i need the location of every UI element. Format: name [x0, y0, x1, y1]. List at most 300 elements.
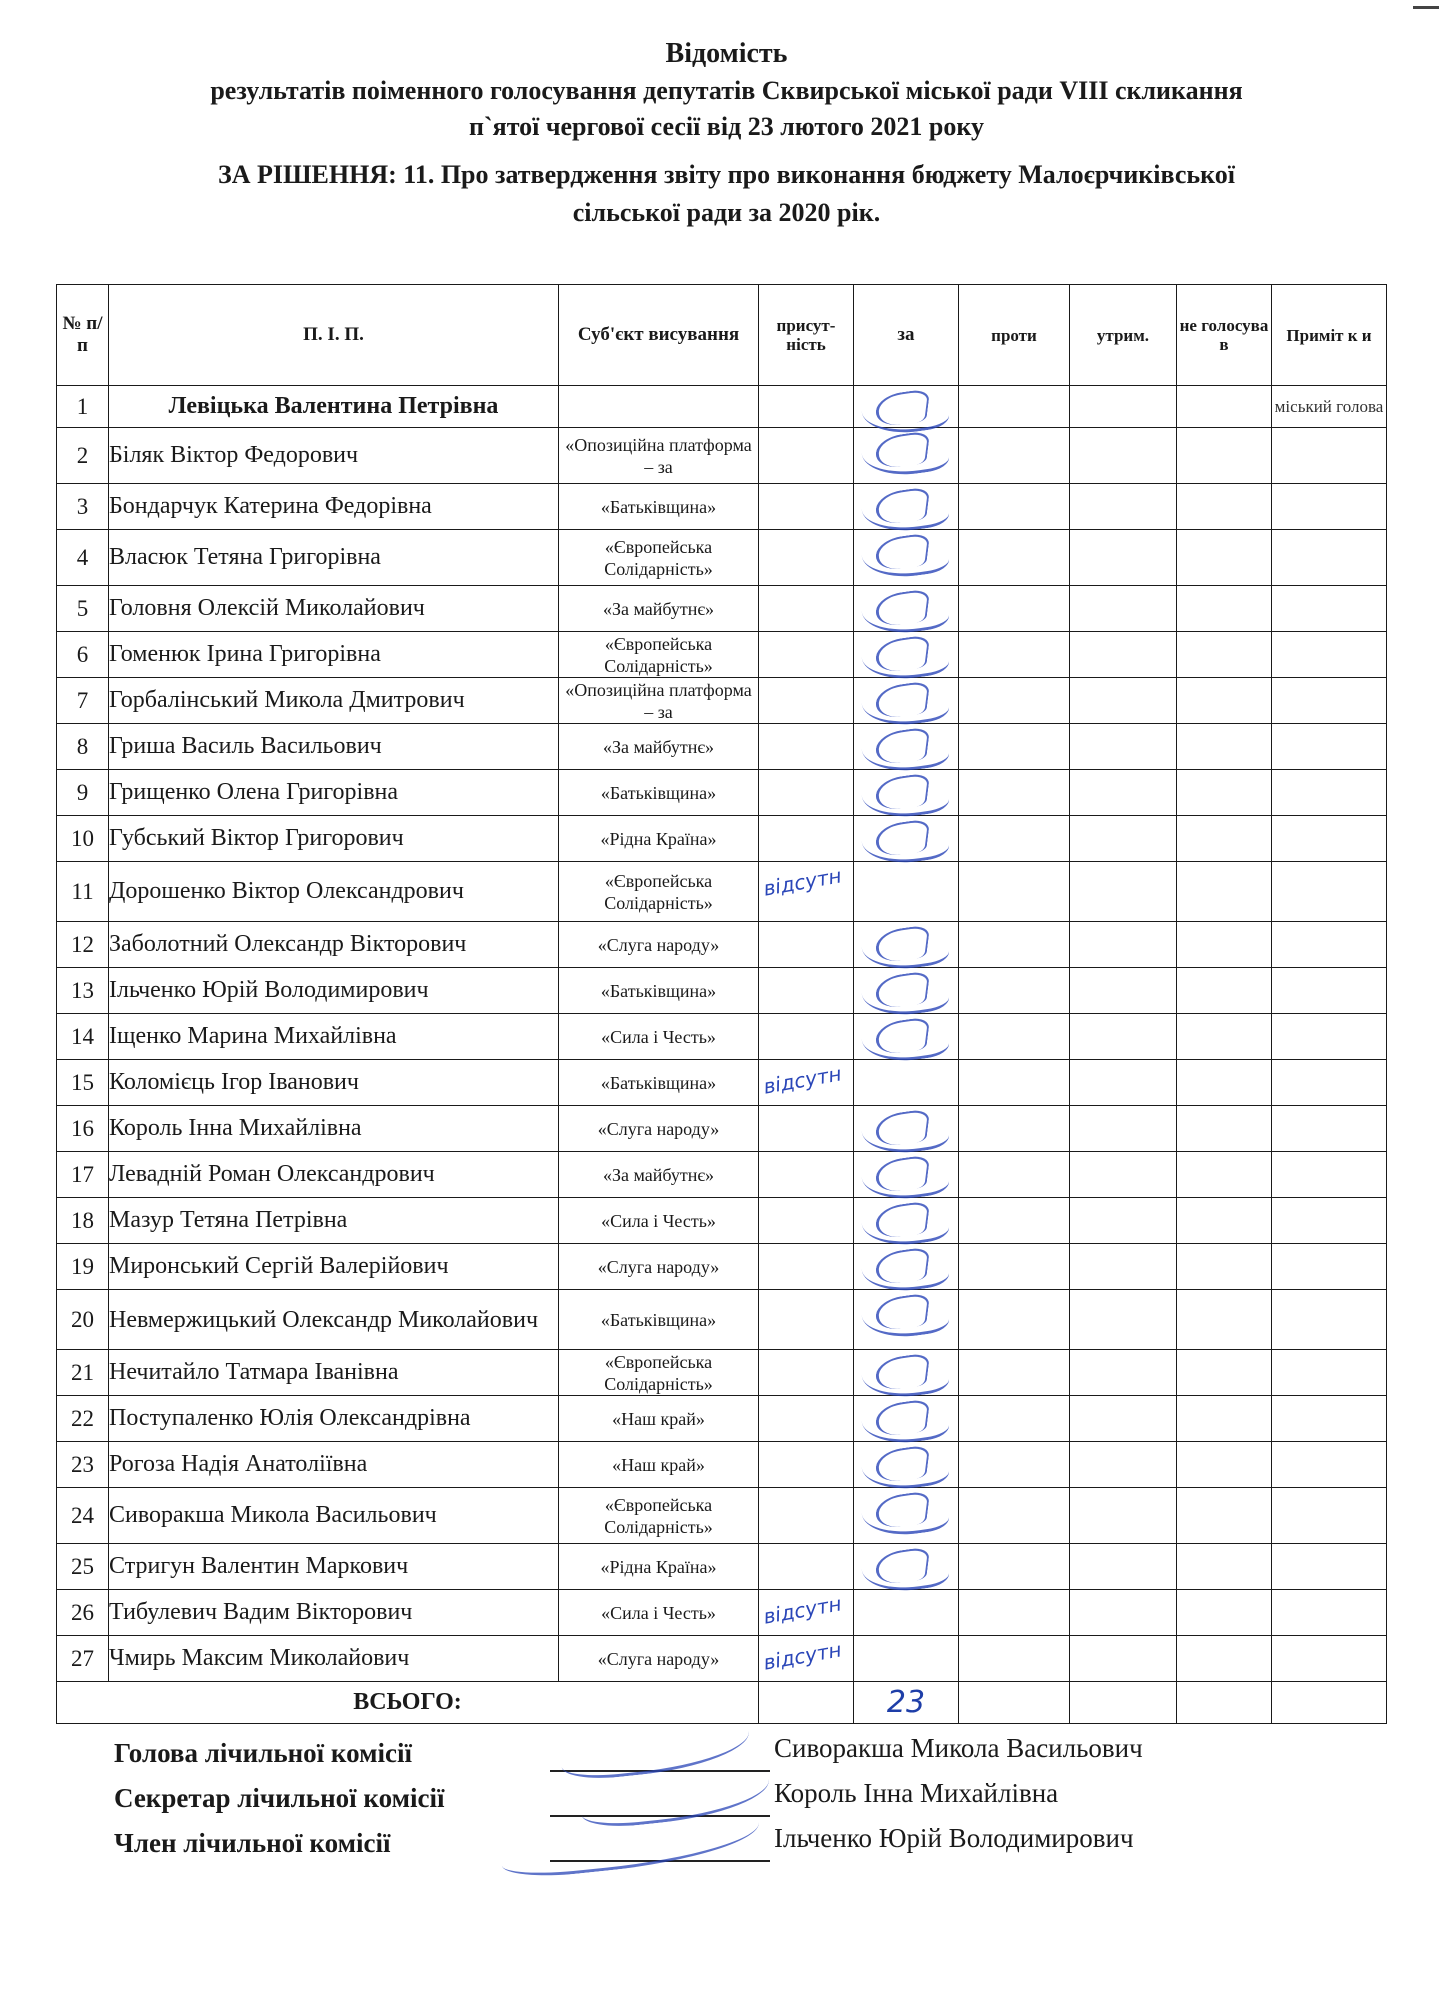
- deputy-note: [1272, 428, 1387, 484]
- vote-not-voted-cell: [1177, 678, 1272, 724]
- deputy-name: Головня Олексій Миколайович: [109, 586, 559, 632]
- row-number: 5: [57, 586, 109, 632]
- deputy-party: «Батьківщина»: [559, 484, 759, 530]
- table-row: [57, 428, 1387, 484]
- table-row: [57, 1396, 1387, 1442]
- row-number: 12: [57, 922, 109, 968]
- deputy-note: [1272, 1590, 1387, 1636]
- deputy-note: [1272, 530, 1387, 586]
- table-row: [57, 1488, 1387, 1544]
- presence-cell: [759, 1396, 854, 1442]
- absence-handwritten-mark: відсутн: [761, 1061, 844, 1099]
- vote-not-voted-cell: [1177, 1198, 1272, 1244]
- total-not-voted-cell: [1177, 1682, 1272, 1724]
- presence-cell: [759, 1590, 854, 1636]
- deputy-party: «Сила і Честь»: [559, 1014, 759, 1060]
- vote-not-voted-cell: [1177, 1636, 1272, 1682]
- vote-abstain-cell: [1070, 586, 1177, 632]
- vote-against-cell: [959, 1152, 1070, 1198]
- commission-member-label: Член лічильної комісії: [114, 1828, 391, 1858]
- deputy-party: «Батьківщина»: [559, 1290, 759, 1350]
- vote-not-voted-cell: [1177, 1244, 1272, 1290]
- presence-cell: [759, 484, 854, 530]
- vote-abstain-cell: [1070, 678, 1177, 724]
- row-number: 14: [57, 1014, 109, 1060]
- row-number: 22: [57, 1396, 109, 1442]
- vote-for-cell: [854, 816, 959, 862]
- deputy-party: «Наш край»: [559, 1442, 759, 1488]
- deputy-name: Грищенко Олена Григорівна: [109, 770, 559, 816]
- presence-cell: [759, 530, 854, 586]
- deputy-note: [1272, 484, 1387, 530]
- total-notes-cell: [1272, 1682, 1387, 1724]
- deputy-party: «Слуга народу»: [559, 1636, 759, 1682]
- deputy-name: Іщенко Марина Михайлівна: [109, 1014, 559, 1060]
- deputy-note: [1272, 1636, 1387, 1682]
- commission-member-name: Ільченко Юрій Володимирович: [774, 1823, 1134, 1853]
- vote-for-cell: [854, 1396, 959, 1442]
- commission-chair-name: Сиворакша Микола Васильович: [774, 1733, 1143, 1763]
- presence-cell: [759, 1544, 854, 1590]
- vote-abstain-cell: [1070, 1014, 1177, 1060]
- deputy-name: Біляк Віктор Федорович: [109, 428, 559, 484]
- deputy-name: Мазур Тетяна Петрівна: [109, 1198, 559, 1244]
- presence-cell: [759, 1244, 854, 1290]
- vote-abstain-cell: [1070, 1152, 1177, 1198]
- table-row: [57, 386, 1387, 428]
- table-row: [57, 1244, 1387, 1290]
- row-number: 25: [57, 1544, 109, 1590]
- deputy-note: [1272, 632, 1387, 678]
- table-row: [57, 1350, 1387, 1396]
- table-row: [57, 586, 1387, 632]
- absence-handwritten-mark: відсутн: [761, 863, 844, 901]
- vote-abstain-cell: [1070, 1396, 1177, 1442]
- vote-signature: [859, 1288, 950, 1343]
- row-number: 9: [57, 770, 109, 816]
- table-row: [57, 1106, 1387, 1152]
- row-number: 3: [57, 484, 109, 530]
- vote-not-voted-cell: [1177, 1488, 1272, 1544]
- vote-signature: [859, 528, 950, 583]
- presence-cell: [759, 1290, 854, 1350]
- table-row: [57, 632, 1387, 678]
- table-row: [57, 968, 1387, 1014]
- deputy-note: [1272, 1488, 1387, 1544]
- commission-chair-label: Голова лічильної комісії: [114, 1738, 412, 1768]
- row-number: 13: [57, 968, 109, 1014]
- deputy-note: [1272, 1014, 1387, 1060]
- table-row: [57, 678, 1387, 724]
- deputy-party: «Сила і Честь»: [559, 1198, 759, 1244]
- vote-abstain-cell: [1070, 862, 1177, 922]
- deputy-party: «За майбутнє»: [559, 724, 759, 770]
- deputy-name: Ільченко Юрій Володимирович: [109, 968, 559, 1014]
- vote-not-voted-cell: [1177, 1290, 1272, 1350]
- table-row: [57, 530, 1387, 586]
- vote-for-cell: [854, 1244, 959, 1290]
- table-row: [57, 1442, 1387, 1488]
- vote-abstain-cell: [1070, 922, 1177, 968]
- vote-for-cell: [854, 484, 959, 530]
- deputy-note: [1272, 1198, 1387, 1244]
- deputy-note: [1272, 968, 1387, 1014]
- vote-for-cell: [854, 1106, 959, 1152]
- deputy-party: [559, 386, 759, 428]
- vote-abstain-cell: [1070, 816, 1177, 862]
- deputy-party: «Слуга народу»: [559, 1106, 759, 1152]
- deputy-party: «Батьківщина»: [559, 1060, 759, 1106]
- absence-handwritten-mark: відсутн: [761, 1591, 844, 1629]
- row-number: 6: [57, 632, 109, 678]
- deputy-note: [1272, 678, 1387, 724]
- table-row: [57, 922, 1387, 968]
- deputy-name: Нечитайло Татмара Іванівна: [109, 1350, 559, 1396]
- presence-cell: [759, 922, 854, 968]
- deputy-note: [1272, 1442, 1387, 1488]
- table-row: [57, 724, 1387, 770]
- vote-abstain-cell: [1070, 1488, 1177, 1544]
- vote-abstain-cell: [1070, 724, 1177, 770]
- deputy-name: Чмирь Максим Миколайович: [109, 1636, 559, 1682]
- vote-against-cell: [959, 632, 1070, 678]
- vote-not-voted-cell: [1177, 968, 1272, 1014]
- vote-against-cell: [959, 1488, 1070, 1544]
- deputy-name: Власюк Тетяна Григорівна: [109, 530, 559, 586]
- col-header-for: за: [854, 285, 959, 386]
- vote-against-cell: [959, 922, 1070, 968]
- deputy-party: «Слуга народу»: [559, 1244, 759, 1290]
- deputy-note: міський голова: [1272, 386, 1387, 428]
- vote-not-voted-cell: [1177, 724, 1272, 770]
- vote-against-cell: [959, 386, 1070, 428]
- vote-abstain-cell: [1070, 1290, 1177, 1350]
- deputy-name: Поступаленко Юлія Олександрівна: [109, 1396, 559, 1442]
- vote-against-cell: [959, 1590, 1070, 1636]
- commission-secretary-name: Король Інна Михайлівна: [774, 1778, 1059, 1808]
- vote-abstain-cell: [1070, 1544, 1177, 1590]
- deputy-party: «Рідна Країна»: [559, 816, 759, 862]
- row-number: 24: [57, 1488, 109, 1544]
- vote-not-voted-cell: [1177, 1442, 1272, 1488]
- presence-cell: [759, 1350, 854, 1396]
- total-for-value: 23: [854, 1682, 959, 1724]
- col-header-against: проти: [959, 285, 1070, 386]
- row-number: 4: [57, 530, 109, 586]
- row-number: 27: [57, 1636, 109, 1682]
- absence-handwritten-mark: відсутн: [761, 1637, 844, 1675]
- deputy-name: Стригун Валентин Маркович: [109, 1544, 559, 1590]
- vote-against-cell: [959, 1244, 1070, 1290]
- vote-for-cell: [854, 386, 959, 428]
- deputy-note: [1272, 816, 1387, 862]
- row-number: 15: [57, 1060, 109, 1106]
- row-number: 8: [57, 724, 109, 770]
- row-number: 18: [57, 1198, 109, 1244]
- presence-cell: [759, 968, 854, 1014]
- vote-for-cell: [854, 1350, 959, 1396]
- commission-secretary-label: Секретар лічильної комісії: [114, 1783, 445, 1813]
- presence-cell: [759, 1060, 854, 1106]
- presence-cell: [759, 1106, 854, 1152]
- deputy-party: «Європейська Солідарність»: [559, 632, 759, 678]
- vote-for-cell: [854, 1544, 959, 1590]
- deputy-name: Сиворакша Микола Васильович: [109, 1488, 559, 1544]
- vote-signature: [859, 1486, 950, 1541]
- deputy-name: Коломієць Ігор Іванович: [109, 1060, 559, 1106]
- vote-not-voted-cell: [1177, 1350, 1272, 1396]
- vote-against-cell: [959, 862, 1070, 922]
- table-row: [57, 1060, 1387, 1106]
- vote-against-cell: [959, 678, 1070, 724]
- decision-title-line-2: сільської ради за 2020 рік.: [572, 198, 881, 227]
- total-against-cell: [959, 1682, 1070, 1724]
- row-number: 19: [57, 1244, 109, 1290]
- vote-for-cell: [854, 1014, 959, 1060]
- deputy-party: «За майбутнє»: [559, 586, 759, 632]
- presence-cell: [759, 678, 854, 724]
- deputy-note: [1272, 1396, 1387, 1442]
- vote-not-voted-cell: [1177, 922, 1272, 968]
- vote-abstain-cell: [1070, 968, 1177, 1014]
- vote-against-cell: [959, 1350, 1070, 1396]
- vote-not-voted-cell: [1177, 428, 1272, 484]
- presence-cell: [759, 770, 854, 816]
- deputy-name: Гриша Василь Васильович: [109, 724, 559, 770]
- presence-cell: [759, 1636, 854, 1682]
- presence-cell: [759, 1198, 854, 1244]
- row-number: 23: [57, 1442, 109, 1488]
- vote-table: [56, 284, 1387, 1724]
- vote-against-cell: [959, 1290, 1070, 1350]
- presence-cell: [759, 386, 854, 428]
- vote-against-cell: [959, 1636, 1070, 1682]
- deputy-party: «Європейська Солідарність»: [559, 862, 759, 922]
- document-title: Відомість: [665, 38, 788, 69]
- vote-abstain-cell: [1070, 770, 1177, 816]
- deputy-name: Губський Віктор Григорович: [109, 816, 559, 862]
- vote-for-cell: [854, 1590, 959, 1636]
- presence-cell: [759, 1442, 854, 1488]
- deputy-party: «Рідна Країна»: [559, 1544, 759, 1590]
- vote-abstain-cell: [1070, 1106, 1177, 1152]
- table-row: [57, 1544, 1387, 1590]
- presence-cell: [759, 862, 854, 922]
- col-header-notes: Приміт к и: [1272, 285, 1387, 386]
- vote-against-cell: [959, 1198, 1070, 1244]
- vote-for-cell: [854, 1636, 959, 1682]
- presence-cell: [759, 586, 854, 632]
- presence-cell: [759, 1488, 854, 1544]
- vote-against-cell: [959, 1014, 1070, 1060]
- deputy-name: Заболотний Олександр Вікторович: [109, 922, 559, 968]
- vote-against-cell: [959, 816, 1070, 862]
- vote-against-cell: [959, 770, 1070, 816]
- vote-for-cell: [854, 862, 959, 922]
- total-abstain-cell: [1070, 1682, 1177, 1724]
- deputy-note: [1272, 1290, 1387, 1350]
- table-row: [57, 862, 1387, 922]
- vote-not-voted-cell: [1177, 484, 1272, 530]
- total-present-cell: [759, 1682, 854, 1724]
- deputy-name: Дорошенко Віктор Олександрович: [109, 862, 559, 922]
- table-row: [57, 770, 1387, 816]
- vote-against-cell: [959, 586, 1070, 632]
- row-number: 20: [57, 1290, 109, 1350]
- vote-for-cell: [854, 1442, 959, 1488]
- deputy-name: Невмержицький Олександр Миколайович: [109, 1290, 559, 1350]
- row-number: 21: [57, 1350, 109, 1396]
- vote-against-cell: [959, 1060, 1070, 1106]
- vote-not-voted-cell: [1177, 1590, 1272, 1636]
- vote-for-cell: [854, 1152, 959, 1198]
- presence-cell: [759, 428, 854, 484]
- deputy-party: «Батьківщина»: [559, 968, 759, 1014]
- row-number: 17: [57, 1152, 109, 1198]
- vote-not-voted-cell: [1177, 1152, 1272, 1198]
- vote-not-voted-cell: [1177, 530, 1272, 586]
- table-header-row: [57, 285, 1387, 386]
- deputy-note: [1272, 1106, 1387, 1152]
- deputy-name: Горбалінський Микола Дмитрович: [109, 678, 559, 724]
- vote-for-cell: [854, 1060, 959, 1106]
- vote-for-cell: [854, 1488, 959, 1544]
- deputy-party: «Європейська Солідарність»: [559, 530, 759, 586]
- col-header-abstain: утрим.: [1070, 285, 1177, 386]
- deputy-name: Левадній Роман Олександрович: [109, 1152, 559, 1198]
- deputy-party: «Європейська Солідарність»: [559, 1350, 759, 1396]
- row-number: 7: [57, 678, 109, 724]
- presence-cell: [759, 1152, 854, 1198]
- vote-for-cell: [854, 632, 959, 678]
- row-number: 16: [57, 1106, 109, 1152]
- vote-not-voted-cell: [1177, 1106, 1272, 1152]
- vote-abstain-cell: [1070, 632, 1177, 678]
- vote-not-voted-cell: [1177, 1544, 1272, 1590]
- deputy-party: «Європейська Солідарність»: [559, 1488, 759, 1544]
- vote-not-voted-cell: [1177, 770, 1272, 816]
- vote-abstain-cell: [1070, 530, 1177, 586]
- deputy-note: [1272, 586, 1387, 632]
- row-number: 2: [57, 428, 109, 484]
- presence-cell: [759, 632, 854, 678]
- deputy-note: [1272, 1350, 1387, 1396]
- deputy-note: [1272, 770, 1387, 816]
- vote-abstain-cell: [1070, 484, 1177, 530]
- deputy-name: Рогоза Надія Анатоліївна: [109, 1442, 559, 1488]
- vote-abstain-cell: [1070, 428, 1177, 484]
- deputy-party: «Слуга народу»: [559, 922, 759, 968]
- row-number: 26: [57, 1590, 109, 1636]
- total-label: ВСЬОГО:: [57, 1682, 759, 1724]
- table-row: [57, 1014, 1387, 1060]
- deputy-name: Левіцька Валентина Петрівна: [109, 386, 559, 428]
- deputy-name: Гоменюк Ірина Григорівна: [109, 632, 559, 678]
- vote-against-cell: [959, 1442, 1070, 1488]
- vote-abstain-cell: [1070, 1244, 1177, 1290]
- deputy-note: [1272, 1244, 1387, 1290]
- deputy-note: [1272, 724, 1387, 770]
- deputy-note: [1272, 1152, 1387, 1198]
- vote-for-cell: [854, 922, 959, 968]
- presence-cell: [759, 816, 854, 862]
- vote-abstain-cell: [1070, 1198, 1177, 1244]
- vote-against-cell: [959, 1396, 1070, 1442]
- col-header-name: П. І. П.: [109, 285, 559, 386]
- table-row: [57, 816, 1387, 862]
- vote-for-cell: [854, 724, 959, 770]
- col-header-party: Суб'єкт висування: [559, 285, 759, 386]
- vote-for-cell: [854, 530, 959, 586]
- vote-not-voted-cell: [1177, 1014, 1272, 1060]
- col-header-not-voted: не голосува в: [1177, 285, 1272, 386]
- vote-abstain-cell: [1070, 1350, 1177, 1396]
- vote-for-cell: [854, 678, 959, 724]
- deputy-note: [1272, 1544, 1387, 1590]
- table-row: [57, 484, 1387, 530]
- deputy-party: «Наш край»: [559, 1396, 759, 1442]
- deputy-party: «Опозиційна платформа – за: [559, 428, 759, 484]
- deputy-party: «Опозиційна платформа – за: [559, 678, 759, 724]
- vote-abstain-cell: [1070, 1590, 1177, 1636]
- deputy-note: [1272, 922, 1387, 968]
- scan-corner-mark: [1413, 6, 1439, 15]
- table-row: [57, 1198, 1387, 1244]
- col-header-num: № п/п: [57, 285, 109, 386]
- vote-against-cell: [959, 968, 1070, 1014]
- vote-abstain-cell: [1070, 386, 1177, 428]
- vote-abstain-cell: [1070, 1442, 1177, 1488]
- vote-for-cell: [854, 586, 959, 632]
- deputy-name: Миронський Сергій Валерійович: [109, 1244, 559, 1290]
- document-subtitle-line-2: п`ятої чергової сесії від 23 лютого 2021 року: [468, 112, 984, 141]
- table-row: [57, 1590, 1387, 1636]
- vote-not-voted-cell: [1177, 586, 1272, 632]
- deputy-note: [1272, 1060, 1387, 1106]
- deputy-party: «Сила і Честь»: [559, 1590, 759, 1636]
- deputy-party: «Батьківщина»: [559, 770, 759, 816]
- table-row: [57, 1290, 1387, 1350]
- row-number: 11: [57, 862, 109, 922]
- col-header-present: присут-ність: [759, 285, 854, 386]
- presence-cell: [759, 724, 854, 770]
- vote-not-voted-cell: [1177, 1060, 1272, 1106]
- table-row: [57, 1152, 1387, 1198]
- document-subtitle-line-1: результатів поіменного голосування депутатів Сквирської міської ради VIII скликання: [210, 76, 1243, 105]
- deputy-name: Король Інна Михайлівна: [109, 1106, 559, 1152]
- vote-abstain-cell: [1070, 1060, 1177, 1106]
- vote-for-cell: [854, 770, 959, 816]
- vote-not-voted-cell: [1177, 1396, 1272, 1442]
- vote-against-cell: [959, 1106, 1070, 1152]
- deputy-name: Тибулевич Вадим Вікторович: [109, 1590, 559, 1636]
- deputy-note: [1272, 862, 1387, 922]
- vote-for-cell: [854, 1290, 959, 1350]
- vote-not-voted-cell: [1177, 632, 1272, 678]
- deputy-party: «За майбутнє»: [559, 1152, 759, 1198]
- presence-cell: [759, 1014, 854, 1060]
- vote-not-voted-cell: [1177, 862, 1272, 922]
- vote-for-cell: [854, 428, 959, 484]
- vote-against-cell: [959, 724, 1070, 770]
- vote-against-cell: [959, 484, 1070, 530]
- vote-not-voted-cell: [1177, 816, 1272, 862]
- row-number: 10: [57, 816, 109, 862]
- row-number: 1: [57, 386, 109, 428]
- vote-against-cell: [959, 530, 1070, 586]
- vote-against-cell: [959, 1544, 1070, 1590]
- vote-against-cell: [959, 428, 1070, 484]
